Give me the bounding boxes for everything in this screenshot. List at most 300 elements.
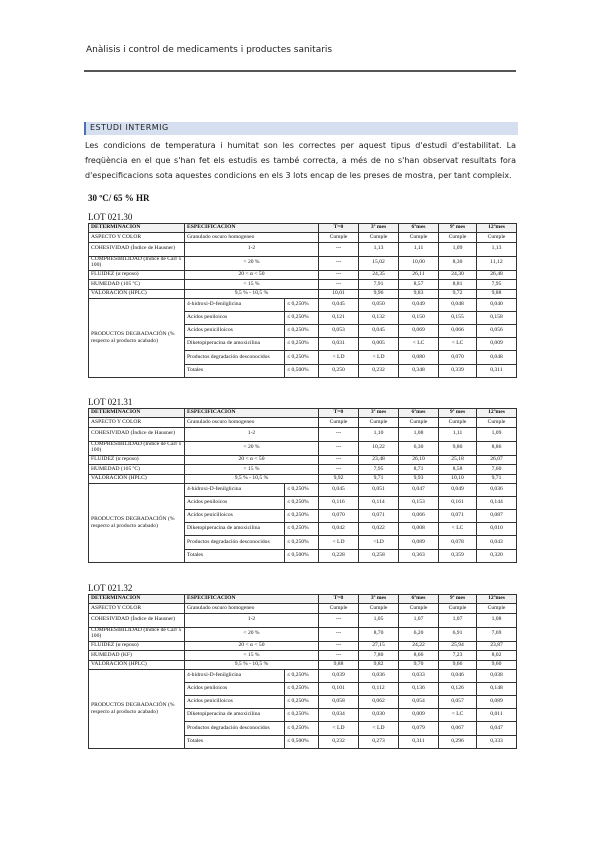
value-cell: 0,054 bbox=[399, 695, 439, 708]
determination-cell: FLUIDEZ (α reposo) bbox=[89, 455, 185, 464]
value-cell: Cumple bbox=[477, 604, 517, 613]
column-header: 6ºmes bbox=[399, 409, 439, 418]
specification-cell: 20 < α < 50 bbox=[185, 455, 319, 464]
value-cell: 8,30 bbox=[439, 256, 477, 270]
product-name-cell: Productos degradación desconocidos bbox=[185, 350, 285, 364]
product-name-cell: 4-hidroxi-D-fenilglicina bbox=[185, 483, 285, 496]
value-cell: 26,07 bbox=[477, 455, 517, 464]
value-cell: 0,070 bbox=[319, 509, 359, 522]
table-row bbox=[89, 418, 517, 427]
value-cell: 1,08 bbox=[477, 613, 517, 627]
value-cell: 24,35 bbox=[359, 270, 399, 279]
value-cell: 0,045 bbox=[319, 298, 359, 311]
value-cell: Cumple bbox=[399, 604, 439, 613]
value-cell: 6,91 bbox=[439, 627, 477, 641]
value-cell: Cumple bbox=[359, 233, 399, 242]
value-cell: 0,114 bbox=[359, 496, 399, 509]
limit-cell: ≤ 0,500% bbox=[285, 364, 319, 377]
specification-cell: Granulado oscuro homogeneo bbox=[185, 233, 319, 242]
value-cell: 0,009 bbox=[399, 708, 439, 721]
value-cell: 24,30 bbox=[439, 270, 477, 279]
specification-cell: 20 < α < 50 bbox=[185, 270, 319, 279]
value-cell: 0,049 bbox=[439, 483, 477, 496]
product-name-cell: Acidos peniloicos bbox=[185, 311, 285, 324]
table-row bbox=[89, 660, 517, 669]
specification-cell: < 20 % bbox=[185, 441, 319, 455]
value-cell: 24,22 bbox=[399, 641, 439, 650]
value-cell: 0,148 bbox=[477, 682, 517, 695]
value-cell: 0,049 bbox=[399, 298, 439, 311]
product-name-cell: Diketopiperacina de amoxicilina bbox=[185, 522, 285, 535]
value-cell: 6,30 bbox=[399, 441, 439, 455]
value-cell: 0,144 bbox=[477, 496, 517, 509]
value-cell: 9,88 bbox=[319, 660, 359, 669]
value-cell: 0,051 bbox=[359, 483, 399, 496]
limit-cell: ≤ 0,250% bbox=[285, 298, 319, 311]
value-cell: 0,071 bbox=[359, 509, 399, 522]
value-cell: 0,010 bbox=[477, 522, 517, 535]
value-cell: 25,94 bbox=[439, 641, 477, 650]
value-cell: 0,034 bbox=[319, 708, 359, 721]
specification-cell: 9,5 % - 10,5 % bbox=[185, 474, 319, 483]
table-row bbox=[89, 441, 517, 455]
value-cell: 0,009 bbox=[477, 337, 517, 350]
value-cell: 0,036 bbox=[359, 669, 399, 682]
determination-cell: VALORACIÓN (HPLC) bbox=[89, 660, 185, 669]
value-cell: < LC bbox=[439, 708, 477, 721]
determination-cell: HUMEDAD (105 ºC) bbox=[89, 465, 185, 474]
value-cell: 0,311 bbox=[477, 364, 517, 377]
value-cell: 1,13 bbox=[477, 242, 517, 256]
value-cell: 8,86 bbox=[477, 441, 517, 455]
value-cell: 9,66 bbox=[439, 660, 477, 669]
value-cell: 0,273 bbox=[359, 735, 399, 748]
value-cell: 0,078 bbox=[439, 535, 477, 549]
value-cell: < LC bbox=[439, 522, 477, 535]
limit-cell: ≤ 0,250% bbox=[285, 535, 319, 549]
value-cell: 0,089 bbox=[399, 535, 439, 549]
value-cell: 0,155 bbox=[439, 311, 477, 324]
column-header: 12ºmes bbox=[477, 595, 517, 604]
value-cell: < LD bbox=[319, 350, 359, 364]
document-header: Anàlisis i control de medicaments i productes sanitaris bbox=[86, 45, 333, 55]
value-cell: 9,80 bbox=[439, 441, 477, 455]
value-cell: 8,57 bbox=[399, 280, 439, 289]
value-cell: 0,046 bbox=[439, 669, 477, 682]
limit-cell: ≤ 0,500% bbox=[285, 735, 319, 748]
column-header: 3º mes bbox=[359, 409, 399, 418]
value-cell: 7,80 bbox=[359, 651, 399, 660]
value-cell: 25,18 bbox=[439, 455, 477, 464]
value-cell: 0,047 bbox=[399, 483, 439, 496]
degradation-row bbox=[89, 298, 517, 311]
determination-cell: VALORACIÓN (HPLC) bbox=[89, 474, 185, 483]
table-row bbox=[89, 474, 517, 483]
value-cell: 0,101 bbox=[319, 682, 359, 695]
column-header: 9º mes bbox=[439, 409, 477, 418]
value-cell: --- bbox=[319, 280, 359, 289]
value-cell: Cumple bbox=[439, 233, 477, 242]
value-cell: 1,08 bbox=[399, 427, 439, 441]
determination-cell: HUMEDAD (105 ºC) bbox=[89, 280, 185, 289]
value-cell: 8,71 bbox=[399, 465, 439, 474]
value-cell: 0,339 bbox=[439, 364, 477, 377]
product-name-cell: Acidos peniloicos bbox=[185, 682, 285, 695]
column-header: T=0 bbox=[319, 224, 359, 233]
table-row bbox=[89, 651, 517, 660]
value-cell: 0,228 bbox=[319, 549, 359, 562]
product-name-cell: Acidos penicilloicos bbox=[185, 695, 285, 708]
value-cell: 0,069 bbox=[399, 324, 439, 337]
value-cell: 0,057 bbox=[439, 695, 477, 708]
value-cell: 0,050 bbox=[359, 298, 399, 311]
value-cell: < LD bbox=[319, 721, 359, 735]
degradation-products-label: PRODUCTOS DEGRADACIÓN (% respecto al producto acabado) bbox=[89, 483, 185, 562]
limit-cell: ≤ 0,250% bbox=[285, 496, 319, 509]
value-cell: 15,02 bbox=[359, 256, 399, 270]
value-cell: 1,07 bbox=[399, 613, 439, 627]
value-cell: 23,87 bbox=[477, 641, 517, 650]
value-cell: 8,81 bbox=[439, 280, 477, 289]
lot-title: LOT 021.30 bbox=[88, 212, 133, 222]
column-header: DETERMINACIÓN bbox=[89, 224, 185, 233]
value-cell: --- bbox=[319, 465, 359, 474]
value-cell: --- bbox=[319, 455, 359, 464]
value-cell: Cumple bbox=[399, 233, 439, 242]
product-name-cell: 4-hidroxi-D-fenilglicina bbox=[185, 669, 285, 682]
value-cell: 27,15 bbox=[359, 641, 399, 650]
value-cell: 0,161 bbox=[439, 496, 477, 509]
column-header: 6ºmes bbox=[399, 595, 439, 604]
value-cell: 0,033 bbox=[399, 669, 439, 682]
specification-cell: 9,5 % - 10,5 % bbox=[185, 660, 319, 669]
value-cell: 0,042 bbox=[319, 522, 359, 535]
value-cell: 0,056 bbox=[477, 324, 517, 337]
value-cell: 0,153 bbox=[399, 496, 439, 509]
table-row bbox=[89, 242, 517, 256]
degradation-row bbox=[89, 669, 517, 682]
determination-cell: COMPRESIBILIDAD (Índice de Carr x 100) bbox=[89, 256, 185, 270]
determination-cell: COHESIVIDAD (Índice de Hausner) bbox=[89, 242, 185, 256]
column-header: 9º mes bbox=[439, 595, 477, 604]
table-row bbox=[89, 427, 517, 441]
value-cell: 0,079 bbox=[399, 721, 439, 735]
value-cell: 0,011 bbox=[477, 708, 517, 721]
value-cell: 8,70 bbox=[359, 627, 399, 641]
stability-table bbox=[88, 408, 517, 563]
value-cell: 0,126 bbox=[439, 682, 477, 695]
body-paragraph: Les condicions de temperatura i humitat son les correctes per aquest tipus d'estudi d'estabilitat. La freqüència en el que s'han fet els estudis es també correcta, a més de no s'han observat resultats fora d'especificacions sota aquestes condicions en els 3 lots encap de les preses de mostra, per tant compleix. bbox=[85, 141, 516, 180]
value-cell: 26,10 bbox=[399, 455, 439, 464]
limit-cell: ≤ 0,250% bbox=[285, 311, 319, 324]
value-cell: 0,030 bbox=[359, 708, 399, 721]
value-cell: --- bbox=[319, 270, 359, 279]
product-name-cell: Totales bbox=[185, 364, 285, 377]
value-cell: Cumple bbox=[319, 418, 359, 427]
determination-cell: ASPECTO Y COLOR bbox=[89, 604, 185, 613]
limit-cell: ≤ 0,250% bbox=[285, 324, 319, 337]
value-cell: Cumple bbox=[359, 604, 399, 613]
limit-cell: ≤ 0,250% bbox=[285, 721, 319, 735]
determination-cell: COHESIVIDAD (Índice de Hausner) bbox=[89, 427, 185, 441]
product-name-cell: Totales bbox=[185, 549, 285, 562]
determination-cell: COHESIVIDAD (Índice de Hausner) bbox=[89, 613, 185, 627]
value-cell: < LC bbox=[439, 337, 477, 350]
specification-cell: < 15 % bbox=[185, 280, 319, 289]
value-cell: 0,232 bbox=[319, 735, 359, 748]
value-cell: 9,93 bbox=[399, 474, 439, 483]
value-cell: 9,83 bbox=[399, 289, 439, 298]
value-cell: 0,087 bbox=[477, 509, 517, 522]
value-cell: 0,311 bbox=[399, 735, 439, 748]
value-cell: 9,70 bbox=[399, 660, 439, 669]
determination-cell: ASPECTO Y COLOR bbox=[89, 418, 185, 427]
limit-cell: ≤ 0,500% bbox=[285, 549, 319, 562]
limit-cell: ≤ 0,250% bbox=[285, 695, 319, 708]
value-cell: Cumple bbox=[477, 233, 517, 242]
table-row bbox=[89, 233, 517, 242]
limit-cell: ≤ 0,250% bbox=[285, 337, 319, 350]
value-cell: 26,11 bbox=[399, 270, 439, 279]
value-cell: 1,05 bbox=[359, 613, 399, 627]
value-cell: 0,150 bbox=[399, 311, 439, 324]
value-cell: < LD bbox=[319, 535, 359, 549]
value-cell: Cumple bbox=[399, 418, 439, 427]
column-header: DETERMINACIÓN bbox=[89, 409, 185, 418]
value-cell: 1,13 bbox=[359, 242, 399, 256]
value-cell: Cumple bbox=[319, 233, 359, 242]
value-cell: 26,48 bbox=[477, 270, 517, 279]
column-header: ESPECIFICACIÓN bbox=[185, 409, 319, 418]
value-cell: 0,038 bbox=[477, 669, 517, 682]
value-cell: 9,71 bbox=[359, 474, 399, 483]
table-row bbox=[89, 455, 517, 464]
stability-table bbox=[88, 223, 517, 378]
specification-cell: < 15 % bbox=[185, 651, 319, 660]
value-cell: 0,045 bbox=[359, 324, 399, 337]
limit-cell: ≤ 0,250% bbox=[285, 483, 319, 496]
column-header: 3º mes bbox=[359, 595, 399, 604]
value-cell: 10,22 bbox=[359, 441, 399, 455]
table-row bbox=[89, 627, 517, 641]
value-cell: 0,040 bbox=[477, 298, 517, 311]
specification-cell: 1-2 bbox=[185, 242, 319, 256]
value-cell: 10,10 bbox=[439, 474, 477, 483]
value-cell: 0,008 bbox=[399, 522, 439, 535]
value-cell: 7,91 bbox=[359, 280, 399, 289]
value-cell: 1,07 bbox=[439, 613, 477, 627]
specification-cell: 1-2 bbox=[185, 613, 319, 627]
table-row bbox=[89, 280, 517, 289]
determination-cell: VALORACIÓN (HPLC) bbox=[89, 289, 185, 298]
product-name-cell: Acidos penicilloicos bbox=[185, 509, 285, 522]
product-name-cell: Diketopiperacina de amoxicilina bbox=[185, 708, 285, 721]
column-header: 3º mes bbox=[359, 224, 399, 233]
column-header: ESPECIFICACIÓN bbox=[185, 595, 319, 604]
determination-cell: COMPRESIBILIDAD (Índice de Carr x 100) bbox=[89, 627, 185, 641]
value-cell: 9,96 bbox=[359, 289, 399, 298]
value-cell: 0,031 bbox=[319, 337, 359, 350]
value-cell: Cumple bbox=[359, 418, 399, 427]
value-cell: 1,11 bbox=[439, 427, 477, 441]
value-cell: --- bbox=[319, 651, 359, 660]
product-name-cell: Totales bbox=[185, 735, 285, 748]
table-row bbox=[89, 256, 517, 270]
value-cell: 23,48 bbox=[359, 455, 399, 464]
value-cell: 0,258 bbox=[359, 549, 399, 562]
value-cell: 0,121 bbox=[319, 311, 359, 324]
value-cell: 1,10 bbox=[359, 427, 399, 441]
lot-title: LOT 021.32 bbox=[88, 583, 133, 593]
value-cell: 7,69 bbox=[477, 627, 517, 641]
value-cell: Cumple bbox=[319, 604, 359, 613]
value-cell: 7,23 bbox=[439, 651, 477, 660]
value-cell: <LD bbox=[359, 535, 399, 549]
specification-cell: Granulado oscuro homogeneo bbox=[185, 604, 319, 613]
table-row bbox=[89, 465, 517, 474]
table-header-row bbox=[89, 224, 517, 233]
value-cell: 9,88 bbox=[477, 289, 517, 298]
value-cell: 0,066 bbox=[399, 509, 439, 522]
value-cell: 11,12 bbox=[477, 256, 517, 270]
determination-cell: HUMEDAD (KF) bbox=[89, 651, 185, 660]
table-row bbox=[89, 289, 517, 298]
value-cell: 0,116 bbox=[319, 496, 359, 509]
value-cell: 6,20 bbox=[399, 627, 439, 641]
value-cell: 7,95 bbox=[359, 465, 399, 474]
value-cell: --- bbox=[319, 256, 359, 270]
value-cell: 0,022 bbox=[359, 522, 399, 535]
value-cell: 0,348 bbox=[399, 364, 439, 377]
value-cell: 1,11 bbox=[399, 242, 439, 256]
value-cell: Cumple bbox=[439, 604, 477, 613]
degradation-row bbox=[89, 483, 517, 496]
product-name-cell: Diketopiperacina de amoxicilina bbox=[185, 337, 285, 350]
value-cell: 0,250 bbox=[319, 364, 359, 377]
value-cell: 9,82 bbox=[359, 660, 399, 669]
value-cell: 0,043 bbox=[477, 535, 517, 549]
value-cell: Cumple bbox=[439, 418, 477, 427]
limit-cell: ≤ 0,250% bbox=[285, 708, 319, 721]
value-cell: --- bbox=[319, 427, 359, 441]
specification-cell: < 15 % bbox=[185, 465, 319, 474]
column-header: 6ºmes bbox=[399, 224, 439, 233]
value-cell: 0,158 bbox=[477, 311, 517, 324]
degradation-products-label: PRODUCTOS DEGRADACIÓN (% respecto al producto acabado) bbox=[89, 298, 185, 377]
specification-cell: 20 < α < 50 bbox=[185, 641, 319, 650]
value-cell: 7,60 bbox=[477, 465, 517, 474]
value-cell: 9,71 bbox=[477, 474, 517, 483]
value-cell: 0,053 bbox=[319, 324, 359, 337]
determination-cell: COMPRESIBILIDAD (Índice de Carr x 100) bbox=[89, 441, 185, 455]
value-cell: 0,005 bbox=[359, 337, 399, 350]
section-banner bbox=[84, 122, 518, 135]
value-cell: 9,72 bbox=[439, 289, 477, 298]
degradation-products-label: PRODUCTOS DEGRADACIÓN (% respecto al producto acabado) bbox=[89, 669, 185, 748]
specification-cell: Granulado oscuro homogeneo bbox=[185, 418, 319, 427]
value-cell: --- bbox=[319, 441, 359, 455]
determination-cell: ASPECTO Y COLOR bbox=[89, 233, 185, 242]
table-header-row bbox=[89, 595, 517, 604]
determination-cell: FLUIDEZ (α reposo) bbox=[89, 641, 185, 650]
table-header-row bbox=[89, 409, 517, 418]
table-row bbox=[89, 604, 517, 613]
value-cell: 1,09 bbox=[439, 242, 477, 256]
value-cell: 0,136 bbox=[399, 682, 439, 695]
table-row bbox=[89, 613, 517, 627]
value-cell: 0,070 bbox=[439, 350, 477, 364]
determination-cell: FLUIDEZ (α reposo) bbox=[89, 270, 185, 279]
value-cell: 0,359 bbox=[439, 549, 477, 562]
value-cell: 7,95 bbox=[477, 280, 517, 289]
product-name-cell: Acidos peniloicos bbox=[185, 496, 285, 509]
value-cell: --- bbox=[319, 641, 359, 650]
value-cell: < LC bbox=[399, 337, 439, 350]
value-cell: 0,047 bbox=[477, 721, 517, 735]
section-title: ESTUDI INTERMIG bbox=[90, 123, 169, 132]
value-cell: 0,067 bbox=[439, 721, 477, 735]
column-header: 12ºmes bbox=[477, 224, 517, 233]
value-cell: 0,363 bbox=[399, 549, 439, 562]
value-cell: 10,00 bbox=[399, 256, 439, 270]
value-cell: 9,60 bbox=[477, 660, 517, 669]
value-cell: 8,02 bbox=[477, 651, 517, 660]
lot-title: LOT 021.31 bbox=[88, 397, 133, 407]
value-cell: --- bbox=[319, 627, 359, 641]
limit-cell: ≤ 0,250% bbox=[285, 509, 319, 522]
value-cell: 0,320 bbox=[477, 549, 517, 562]
column-header: 9º mes bbox=[439, 224, 477, 233]
limit-cell: ≤ 0,250% bbox=[285, 522, 319, 535]
value-cell: 9,92 bbox=[319, 474, 359, 483]
specification-cell: < 20 % bbox=[185, 627, 319, 641]
column-header: 12ºmes bbox=[477, 409, 517, 418]
value-cell: < LD bbox=[359, 721, 399, 735]
value-cell: --- bbox=[319, 242, 359, 256]
column-header: ESPECIFICACIÓN bbox=[185, 224, 319, 233]
value-cell: < LD bbox=[359, 350, 399, 364]
value-cell: Cumple bbox=[477, 418, 517, 427]
value-cell: 0,048 bbox=[439, 298, 477, 311]
value-cell: 8,66 bbox=[399, 651, 439, 660]
product-name-cell: Productos degradación desconocidos bbox=[185, 535, 285, 549]
value-cell: 0,036 bbox=[477, 483, 517, 496]
table-row bbox=[89, 270, 517, 279]
stability-table bbox=[88, 594, 517, 749]
value-cell: 10,01 bbox=[319, 289, 359, 298]
value-cell: 0,112 bbox=[359, 682, 399, 695]
limit-cell: ≤ 0,250% bbox=[285, 350, 319, 364]
value-cell: 0,232 bbox=[359, 364, 399, 377]
value-cell: --- bbox=[319, 613, 359, 627]
value-cell: 0,333 bbox=[477, 735, 517, 748]
value-cell: 1,09 bbox=[477, 427, 517, 441]
value-cell: 0,048 bbox=[477, 350, 517, 364]
value-cell: 0,080 bbox=[399, 350, 439, 364]
limit-cell: ≤ 0,250% bbox=[285, 669, 319, 682]
specification-cell: 1-2 bbox=[185, 427, 319, 441]
value-cell: 0,058 bbox=[319, 695, 359, 708]
value-cell: 0,066 bbox=[439, 324, 477, 337]
product-name-cell: Productos degradación desconocidos bbox=[185, 721, 285, 735]
value-cell: 0,132 bbox=[359, 311, 399, 324]
table-row bbox=[89, 641, 517, 650]
product-name-cell: 4-hidroxi-D-fenilglicina bbox=[185, 298, 285, 311]
value-cell: 0,062 bbox=[359, 695, 399, 708]
specification-cell: 9,5 % - 10,5 % bbox=[185, 289, 319, 298]
limit-cell: ≤ 0,250% bbox=[285, 682, 319, 695]
column-header: T=0 bbox=[319, 595, 359, 604]
